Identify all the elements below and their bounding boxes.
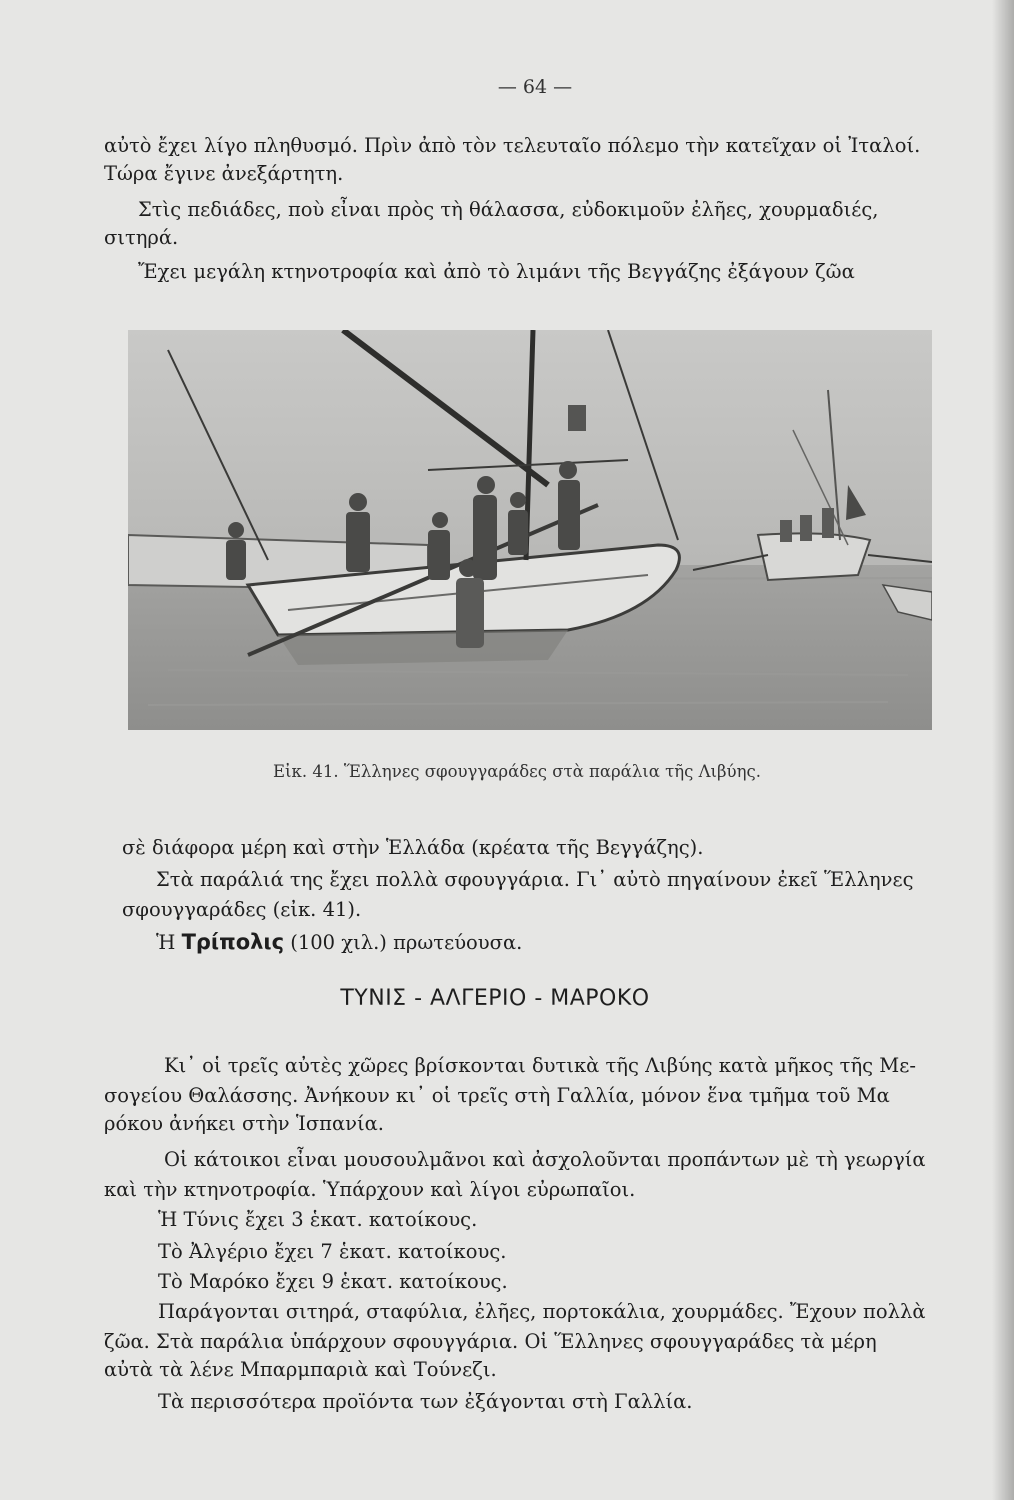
text-line: Ἔχει μεγάλη κτηνοτροφία καὶ ἀπὸ τὸ λιμάνι τῆς Βεγγάζης ἐξάγουν ζῶα bbox=[138, 260, 855, 283]
capital-line bbox=[156, 928, 522, 957]
text-line: σφουγγαράδες (εἰκ. 41). bbox=[122, 898, 362, 921]
text-line: Τὸ Μαρόκο ἔχει 9 ἑκατ. κατοίκους. bbox=[158, 1270, 508, 1293]
text-line: ζῶα. Στὰ παράλια ὑπάρχουν σφουγγάρια. Οἱ Ἕλληνες σφουγγαράδες τὰ μέρη bbox=[104, 1330, 877, 1353]
capital-prefix: Ἡ bbox=[156, 931, 176, 954]
capital-rest: (100 χιλ.) πρωτεύουσα. bbox=[290, 931, 523, 954]
page-number: — 64 — bbox=[497, 76, 573, 98]
text-line: Στὶς πεδιάδες, ποὺ εἶναι πρὸς τὴ θάλασσα, εὐδοκιμοῦν ἐλῆες, χουρμαδιές, bbox=[138, 198, 879, 221]
capital-name: Τρίπολις bbox=[181, 930, 285, 954]
text-line: Τὸ Ἀλγέριο ἔχει 7 ἑκατ. κατοίκους. bbox=[158, 1240, 507, 1263]
text-line: αὐτὰ τὰ λένε Μπαρμπαριὰ καὶ Τούνεζι. bbox=[104, 1358, 497, 1381]
text-line: Παράγονται σιτηρά, σταφύλια, ἐλῆες, πορτοκάλια, χουρμάδες. Ἔχουν πολλὰ bbox=[158, 1300, 926, 1323]
text-line: Ἡ Τύνις ἔχει 3 ἑκατ. κατοίκους. bbox=[158, 1208, 478, 1231]
text-line: σιτηρά. bbox=[104, 226, 179, 249]
figure-caption: Εἰκ. 41. Ἕλληνες σφουγγαράδες στὰ παράλια τῆς Λιβύης. bbox=[273, 762, 761, 781]
photo-illustration bbox=[128, 330, 932, 730]
text-line: Τὰ περισσότερα προϊόντα των ἐξάγονται στὴ Γαλλία. bbox=[158, 1390, 693, 1413]
text-line: Στὰ παράλιά της ἔχει πολλὰ σφουγγάρια. Γι᾽ αὐτὸ πηγαίνουν ἐκεῖ Ἕλληνες bbox=[156, 868, 914, 891]
page-edge-shadow bbox=[992, 0, 1014, 1500]
text-line: Κι᾽ οἱ τρεῖς αὐτὲς χῶρες βρίσκονται δυτικὰ τῆς Λιβύης κατὰ μῆκος τῆς Με- bbox=[164, 1054, 916, 1077]
text-line: αὐτὸ ἔχει λίγο πληθυσμό. Πρὶν ἀπὸ τὸν τελευταῖο πόλεμο τὴν κατεῖχαν οἱ Ἰταλοί. bbox=[104, 134, 921, 157]
text-line: σὲ διάφορα μέρη καὶ στὴν Ἑλλάδα (κρέατα τῆς Βεγγάζης). bbox=[122, 836, 704, 859]
text-line: καὶ τὴν κτηνοτροφία. Ὑπάρχουν καὶ λίγοι εὐρωπαῖοι. bbox=[104, 1178, 636, 1201]
text-line: σογείου Θαλάσσης. Ἀνήκουν κι᾽ οἱ τρεῖς στὴ Γαλλία, μόνον ἕνα τμῆμα τοῦ Μα bbox=[104, 1084, 890, 1107]
sponge-boats-photo bbox=[128, 330, 932, 730]
text-line: Τώρα ἔγινε ἀνεξάρτητη. bbox=[104, 162, 344, 185]
text-line: ρόκου ἀνήκει στὴν Ἱσπανία. bbox=[104, 1112, 385, 1135]
section-heading: ΤΥΝΙΣ - ΑΛΓΕΡΙΟ - ΜΑΡΟΚΟ bbox=[340, 986, 650, 1011]
text-line: Οἱ κάτοικοι εἶναι μουσουλμᾶνοι καὶ ἀσχολοῦνται προπάντων μὲ τὴ γεωργία bbox=[164, 1148, 926, 1171]
